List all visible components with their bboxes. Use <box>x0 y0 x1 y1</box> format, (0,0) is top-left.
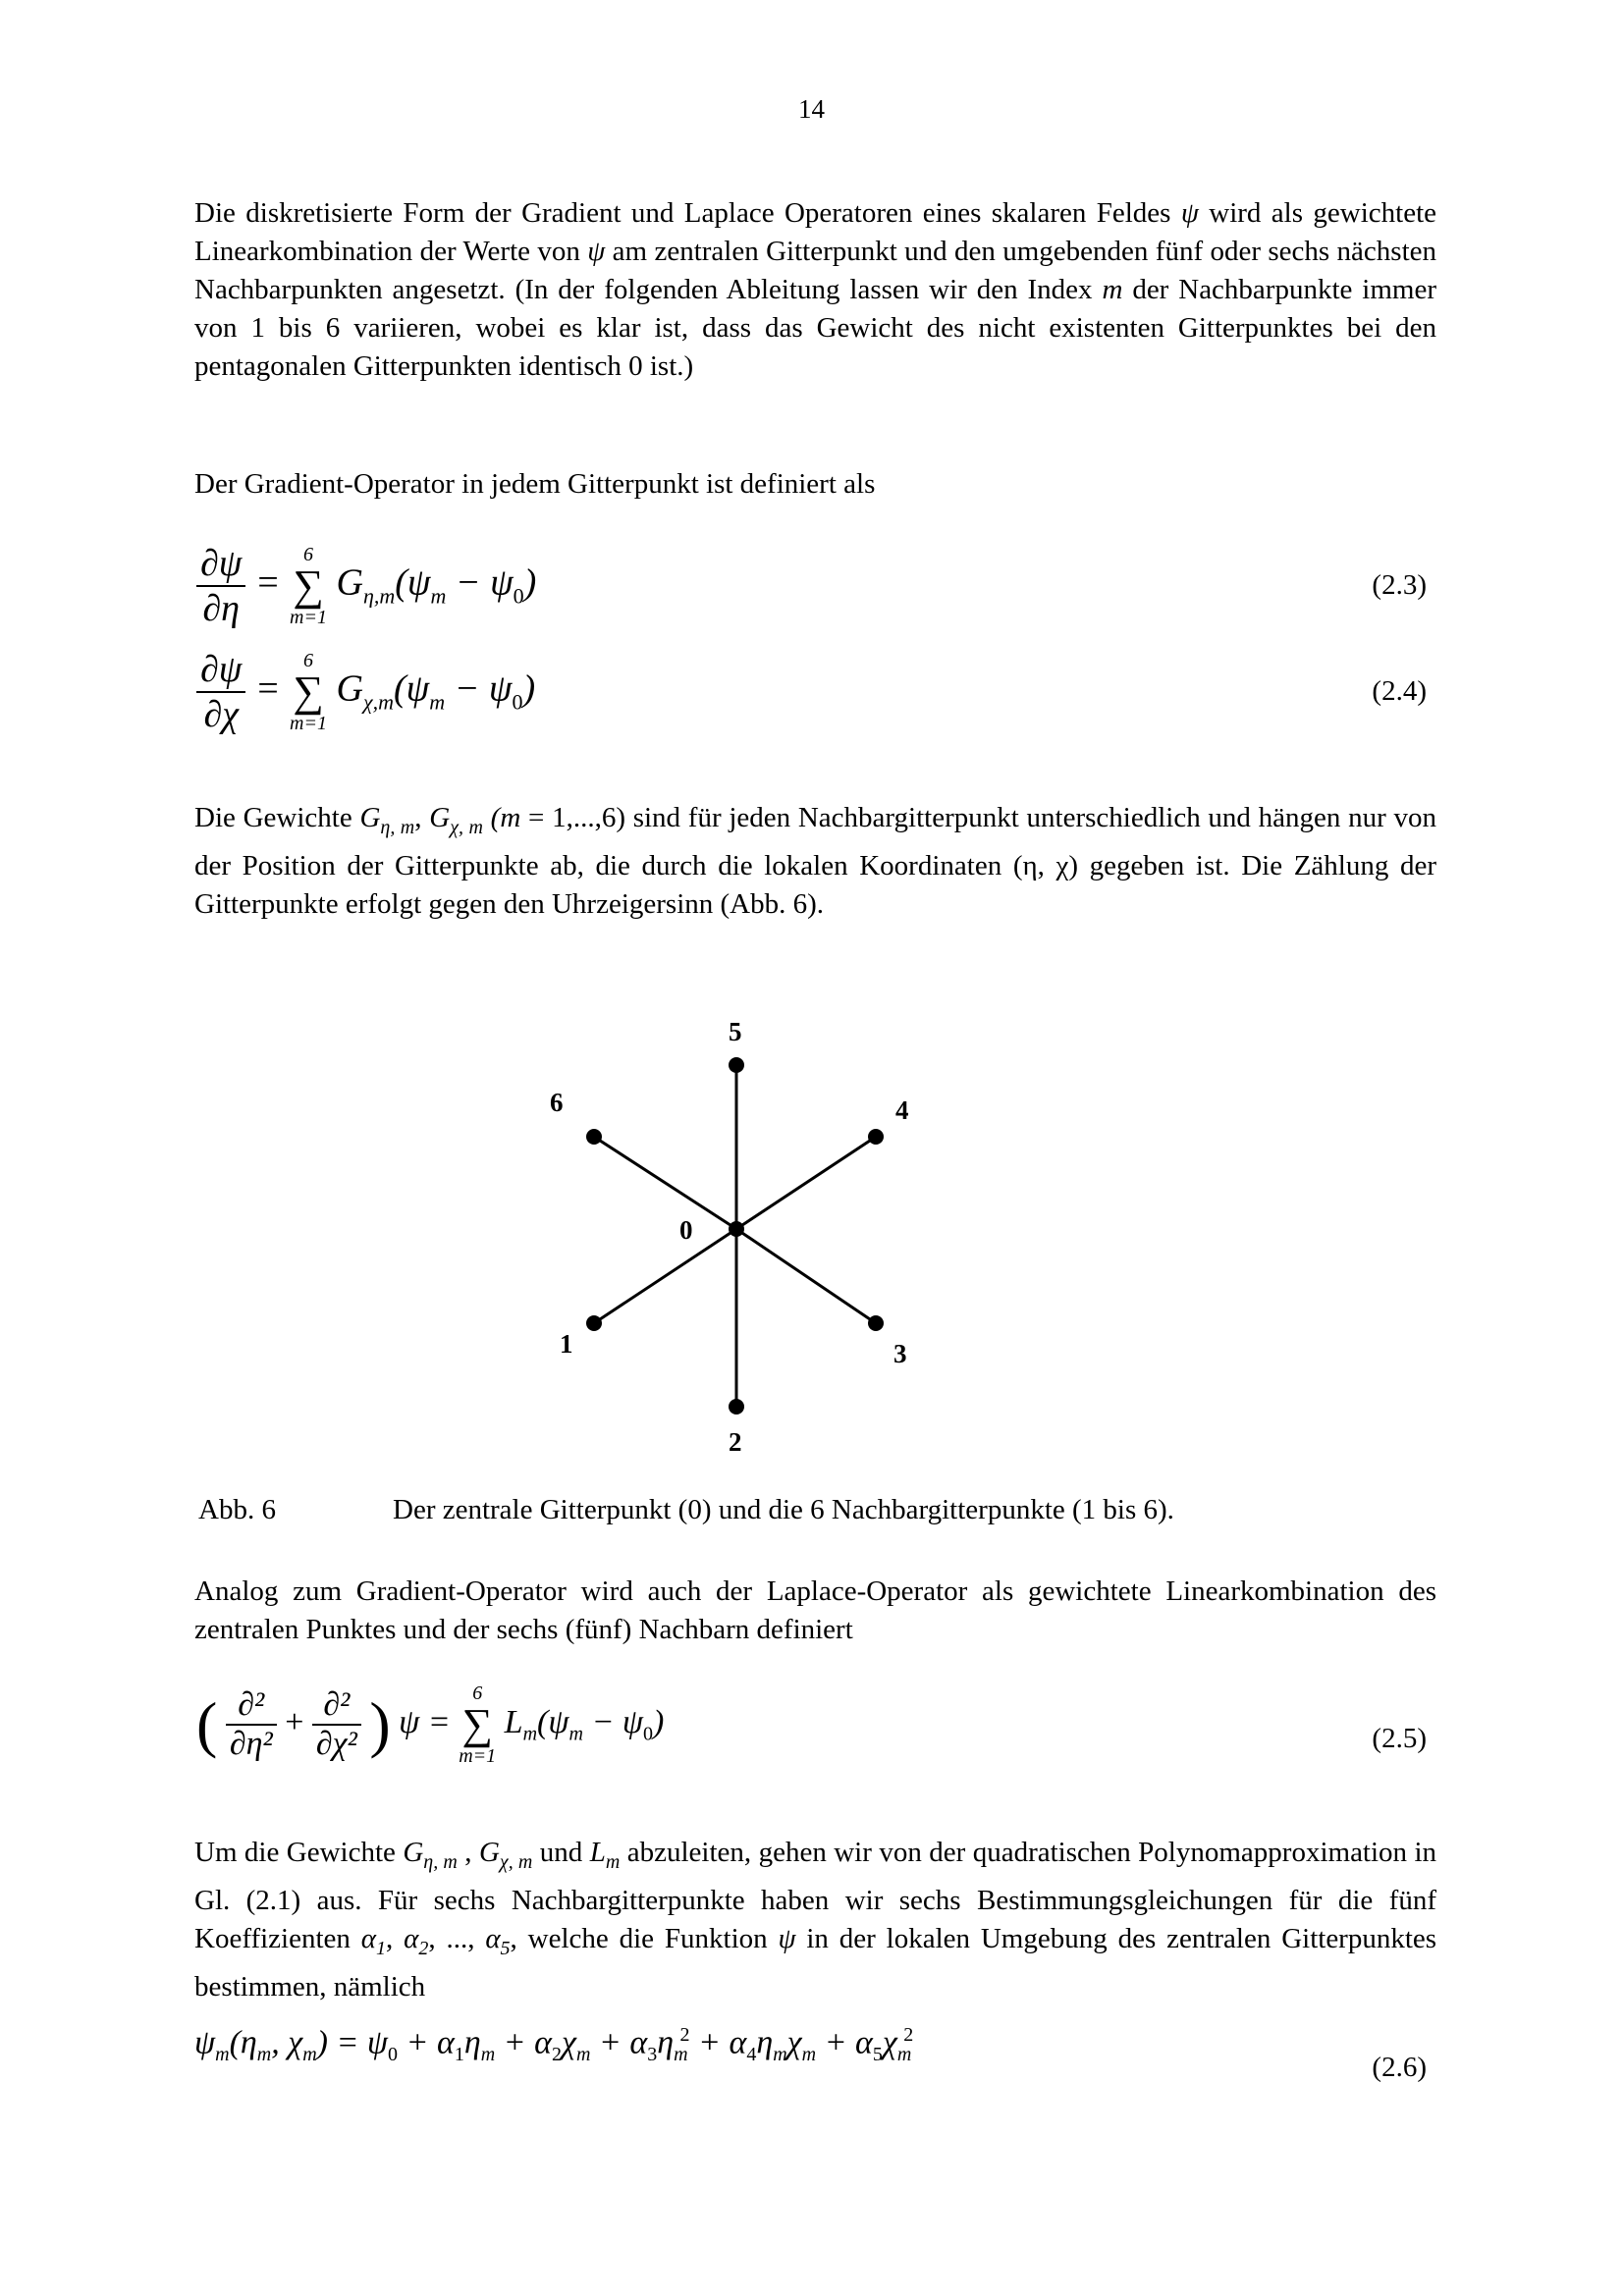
node-label-5: 5 <box>729 1017 742 1046</box>
page-number: 14 <box>798 94 825 124</box>
sum-symbol: 6 ∑ m=1 <box>459 1682 497 1767</box>
sum-symbol: 6 ∑ m=1 <box>290 544 327 628</box>
stencil-node-5 <box>729 1057 744 1073</box>
index-m: m <box>1102 274 1123 305</box>
equation-2-6: $\psi_m(\eta_m$, $\chi_m) = \psi_0 + \alpha_1\eta_m + \alpha_2\chi_m + \alpha_3\eta_m^2 + \alpha_4\eta_m\chi_m + \alpha_5\chi_m^2$ (2.6) <box>194 2024 1427 2083</box>
stencil-node-6 <box>586 1129 602 1145</box>
node-label-4: 4 <box>895 1095 909 1125</box>
stencil-node-3 <box>868 1315 884 1331</box>
text: am zentralen Gitterpunkt und den umgebenden fünf oder sechs nächsten Nachbarpunkten angesetzt. (In der folgenden Ableitung lassen wir den Index <box>194 236 1437 305</box>
stencil-node-1 <box>586 1315 602 1331</box>
equation-2-3: $\frac{\partial\psi}{\partial\eta}$ = 6 ∑ m=1 $G_{\eta,m}(\psi_m - \psi_0)$ (2.3) <box>194 542 1436 630</box>
stencil-node-4 <box>868 1129 884 1145</box>
stencil-figure <box>530 1011 982 1463</box>
derivative-fraction: $\frac{\partial\psi}{\partial\chi}$ <box>196 648 245 736</box>
psi-symbol: ψ <box>1180 197 1199 229</box>
text: der Nachbarpunkte immer von 1 bis 6 variieren, wobei es klar ist, dass das Gewicht des nicht existenten Gitterpunktes bei den pentagonalen Gitterpunkten identisch 0 ist.) <box>194 274 1436 382</box>
paragraph-intro <box>194 194 1436 386</box>
node-label-6: 6 <box>550 1088 564 1117</box>
paragraph-gradient: Der Gradient-Operator in jedem Gitterpunkt ist definiert als <box>194 468 876 500</box>
node-label-2: 2 <box>729 1427 742 1457</box>
node-label-1: 1 <box>560 1329 573 1359</box>
stencil-edge-6 <box>594 1137 736 1229</box>
stencil-edge-1 <box>594 1229 736 1323</box>
stencil-node-2 <box>729 1399 744 1415</box>
equation-label: (2.3) <box>1372 569 1427 601</box>
equation-2-5: ( $\frac{\text{∂²}}{\text{∂η²}}$ + $\frac{\text{∂²}}{\text{∂χ²}}$ ) ψ = 6 ∑ m=1 $L_m(\psi_m - \psi_0)$ (2.5) <box>196 1682 1427 1767</box>
paragraph-derivation: Um die Gewichte $G_{\eta, m}$ , $G_{\chi, m}$ und $L_m$ abzuleiten, gehen wir von der quadratischen Polynomapproximation in Gl. (2.1) aus. Für sechs Nachbargitterpunkte haben wir sechs Bestimmungsgleichungen für die fünf Koeffizienten $\alpha_1$, $\alpha_2$, ..., $\alpha_5$, welche die Funktion ψ in der lokalen Umgebung des zentralen Gitterpunktes bestimmen, nämlich <box>194 1837 1437 2002</box>
figure-caption-text: Der zentrale Gitterpunkt (0) und die 6 Nachbargitterpunkte (1 bis 6). <box>393 1494 1174 1525</box>
text: wird als gewichtete Linearkombination der Werte von <box>194 197 1436 267</box>
psi-symbol: ψ <box>587 236 606 267</box>
paragraph-weights: Die Gewichte $G_{\eta, m}$, $G_{\chi, m}$ (m = 1,...,6) sind für jeden Nachbargitterpunkt unterschiedlich und hängen nur von der Position der Gitterpunkte ab, die durch die lokalen Koordinaten (η, χ) gegeben ist. Die Zählung der Gitterpunkte erfolgt gegen den Uhrzeigersinn (Abb. 6). <box>194 802 1437 920</box>
equation-label: (2.4) <box>1372 675 1427 707</box>
node-label-0: 0 <box>679 1215 693 1245</box>
sum-symbol: 6 ∑ m=1 <box>290 650 327 734</box>
stencil-node-0 <box>729 1221 744 1237</box>
paragraph-laplace: Analog zum Gradient-Operator wird auch der Laplace-Operator als gewichtete Linearkombination des zentralen Punktes und der sechs (fünf) Nachbarn definiert <box>194 1575 1436 1645</box>
stencil-edge-3 <box>736 1229 876 1323</box>
figure-caption-label: Abb. 6 <box>198 1494 276 1525</box>
node-label-3: 3 <box>893 1339 907 1368</box>
equation-label: (2.5) <box>1372 1723 1427 1754</box>
derivative-fraction: $\frac{\partial\psi}{\partial\eta}$ <box>196 542 245 630</box>
stencil-edge-4 <box>736 1137 876 1229</box>
text: Die diskretisierte Form der Gradient und Laplace Operatoren eines skalaren Feldes <box>194 197 1171 229</box>
equation-2-4: $\frac{\partial\psi}{\partial\chi}$ = 6 ∑ m=1 $G_{\chi,m}(\psi_m - \psi_0)$ (2.4) <box>194 648 1436 736</box>
equation-label: (2.6) <box>1372 2052 1427 2083</box>
